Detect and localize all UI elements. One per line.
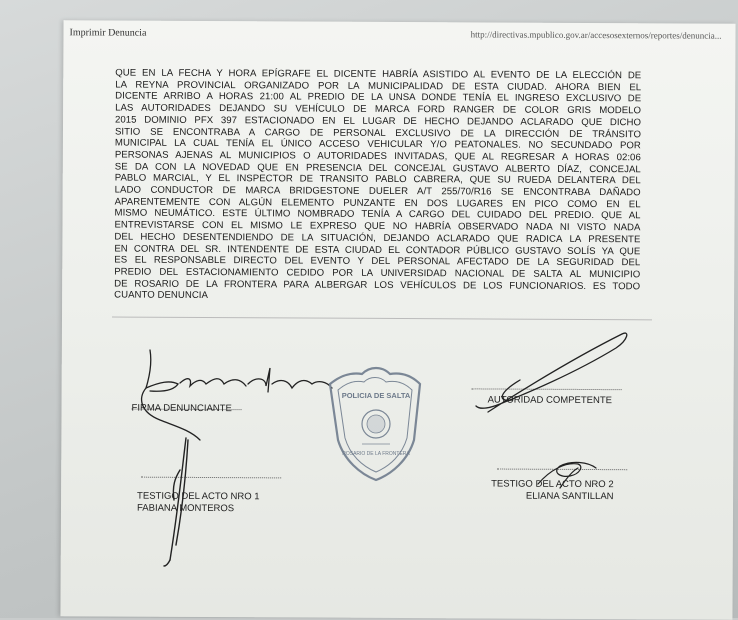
print-header-url: http://directivas.mpublico.gov.ar/accesosexternos/reportes/denuncia... [470,29,722,41]
autoridad-signature [476,333,627,412]
stamp-bottom-text: ROSARIO DE LA FRONTERA [342,451,410,457]
body-line: 2015 DOMINIO PFX 397 ESTACIONADO EN EL LUGAR DE HECHO DEJANDO ACLARADO QUE DICHO [115,114,642,129]
body-line: ES EL RESPONSABLE DIRECTO DEL EVENTO Y DEL PERSONAL AFECTADO DE LA SEGURIDAD DEL [114,254,641,269]
body-line: LADO CONDUCTOR DE MARCA BRIDGESTONE DUELER A/T 255/70/R16 SE ENCONTRABA DAÑADO [114,184,641,199]
testigo-1-name: FABIANA MONTEROS [136,502,235,515]
firma-denunciante-label: FIRMA DENUNCIANTE [131,402,232,415]
testigo-2-title: TESTIGO DEL ACTO NRO 2 [491,478,614,491]
autoridad-competente-label: AUTORIDAD COMPETENTE [487,394,613,407]
body-line: QUE EN LA FECHA Y HORA EPÍGRAFE EL DICENTE HABRÍA ASISTIDO AL EVENTO DE LA ELECCIÓN DE [115,67,642,82]
testigo-1-signature [164,438,188,566]
print-header-title: Imprimir Denuncia [69,27,147,39]
body-line: PREDIO DEL ESTACIONAMIENTO CEDIDO POR LA UNIVERSIDAD NACIONAL DE SALTA AL MUNICIPIO [114,266,641,281]
stamp-top-text: POLICIA DE SALTA [341,391,411,400]
body-line: MUNICIPAL LA CUAL TENÍA EL ÚNICO ACCESO VEHICULAR Y/O PEATONALES. NO SECUNDADO POR [114,137,641,152]
body-line: ENTREVISTARSE CON EL MISMO LE EXPRESO QUE NO HABRÍA OBSERVADO NADA NI VISTO NADA [114,219,641,234]
body-line: MISMO NEUMÁTICO. ESTE ÚLTIMO NOMBRADO TENÍA A CARGO DEL CUIDADO DEL PREDIO. QUE AL [114,207,641,222]
police-stamp [330,368,420,480]
body-line: DEL HECHO DESENTENDIENDO DE LA SITUACIÓN, DEJANDO ACLARADO QUE RADICA LA PRESENTE [114,231,641,246]
body-line: PABLO MARCIAL, Y EL INSPECTOR DE TRANSITO PABLO CABRERA, QUE SU RUEDA DELANTERA DEL [114,172,641,187]
body-line: CUANTO DENUNCIA [114,289,209,302]
body-line: SE DA CON LA NOVEDAD QUE EN PRESENCIA DEL CONCEJAL GUSTAVO ALBERTO DÍAZ, CONCEJAL [114,161,641,175]
body-line: LA REYNA PROVINCIAL ORGANIZADO POR LA MUNICIPALIDAD DE ESTA CIUDAD. AHORA BIEN EL [115,79,642,93]
testigo-1-title: TESTIGO DEL ACTO NRO 1 [137,490,260,503]
body-line: PERSONAS AJENAS AL MUNICIPIOS O AUTORIDADES INVITADAS, QUE AL REGRESAR A HORAS 02:06 [114,149,641,164]
testigo-2-signature [538,462,596,488]
body-line: DE ROSARIO DE LA FRONTERA PARA ALBERGAR LOS VEHÍCULOS DE LOS FUNCIONARIOS. ES TODO [114,278,641,292]
body-line: DICENTE ARRIBO A HORAS 21:00 AL PREDIO DE LA UNSA DONDE TENÍA EL INGRESO EXCLUSIVO DE [115,90,642,105]
body-line: EN CONTRA DEL SR. INTENDENTE DE ESTA CIUDAD EL CONTADOR PÚBLICO GUSTAVO SOLÍS YA QUE [114,243,641,257]
body-line: SITIO SE ENCONTRABA A CARGO DE PERSONAL EXCLUSIVO DE LA DIRECCIÓN DE TRÁNSITO [114,126,642,140]
body-line: APARENTEMENTE CON ALGÚN ELEMENTO PUNZANTE EN DOS LUGARES EN PICO COMO EN EL [114,196,641,211]
body-line: LAS AUTORIDADES DEJANDO SU VEHÍCULO DE MARCA FORD RANGER DE COLOR GRIS MODELO [115,102,642,117]
denunciante-signature [142,350,332,440]
testigo-2-name: ELIANA SANTILLAN [525,490,614,503]
